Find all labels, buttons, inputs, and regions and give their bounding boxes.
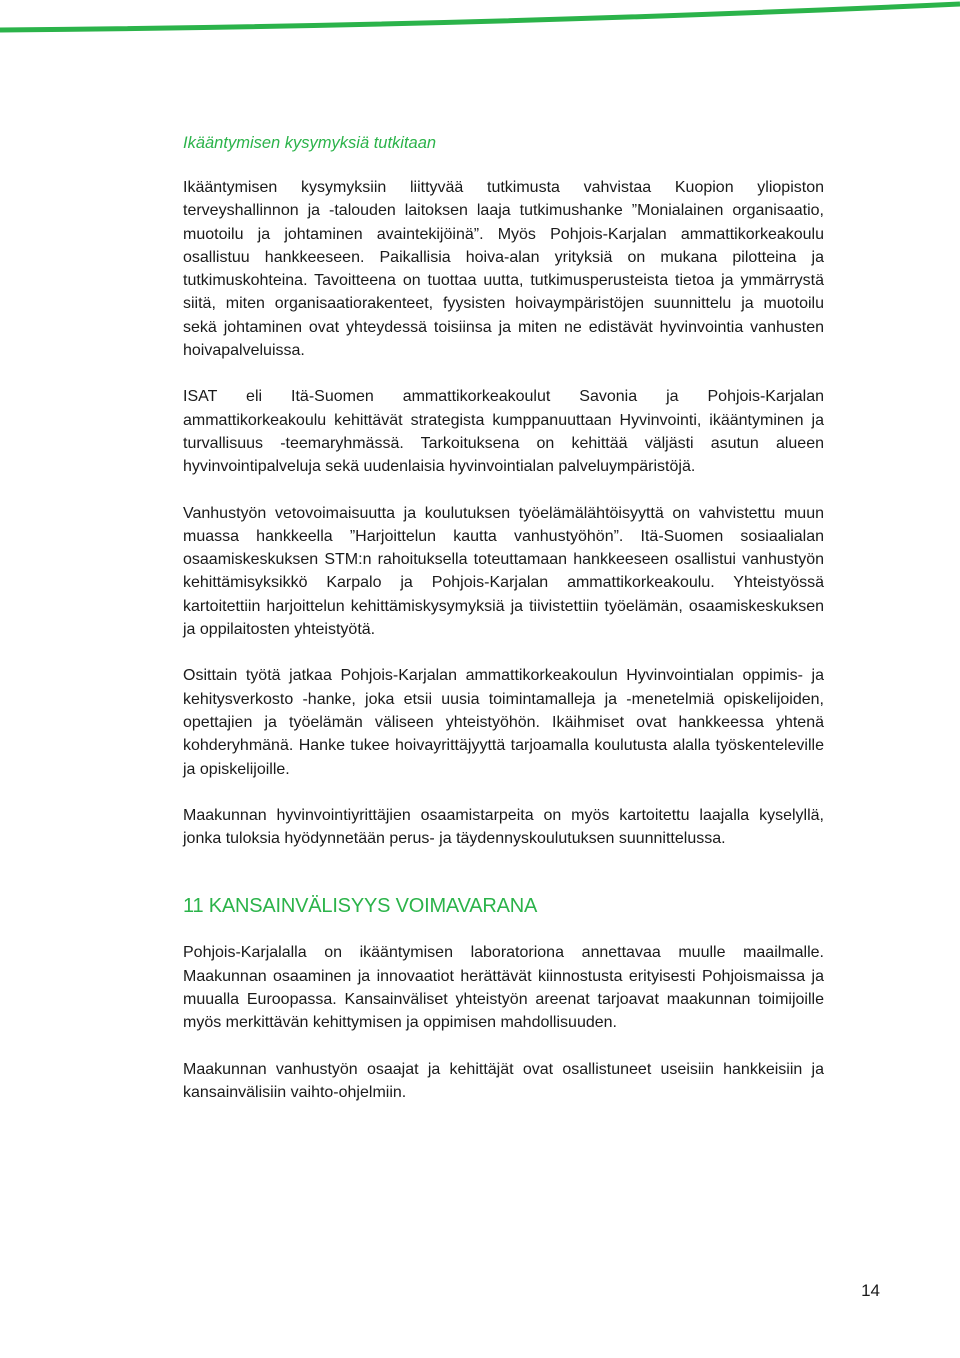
page-content: [183, 132, 824, 1127]
section-paragraph-2: ISAT eli Itä-Suomen ammattikorkeakoulut Savonia ja Pohjois-Karjalan ammattikorkeakoulu kehittävät strategista kumppanuuttaan Hyvinvointi, ikääntyminen ja turvallisuus -teemaryhmässä. Tarkoituksena on kehittää väljästi asutun alueen hyvinvointipalveluja sekä uudenlaisia hyvinvointialan palveluympäristöjä.: [183, 388, 824, 476]
section-paragraph-4: Osittain työtä jatkaa Pohjois-Karjalan ammattikorkeakoulun Hyvinvointialan oppimis- ja kehitysverkosto -hanke, joka etsii uusia toimintamalleja ja -menetelmiä opiskelijoiden, opettajien ja työelämän väliseen yhteistyöhön. Ikäihmiset ovat hankkeessa yhtenä kohderyhmänä. Hanke tukee hoivayrittäjyyttä tarjoamalla koulutusta alalla työskenteleville ja opiskelijoille.: [183, 667, 824, 778]
chapter-paragraph-1: Pohjois-Karjalalla on ikääntymisen laboratoriona annettavaa muulle maailmalle. Maakunnan osaaminen ja innovaatiot herättävät kiinnostusta erityisesti Pohjoismaissa ja muualla Euroopassa. Kansainväliset yhteistyön areenat tarjoavat maakunnan toimijoille myös merkittävän kehittymisen ja oppimisen mahdollisuuden.: [183, 944, 824, 1032]
section-paragraph-5: Maakunnan hyvinvointiyrittäjien osaamistarpeita on myös kartoitettu laajalla kyselyllä, jonka tuloksia hyödynnetään perus- ja täydennyskoulutuksen suunnittelussa.: [183, 806, 824, 848]
decorative-top-rule: [0, 0, 960, 34]
section-paragraph-1: Ikääntymisen kysymyksiin liittyvää tutkimusta vahvistaa Kuopion yliopiston terveyshallinnon ja -talouden laitoksen laaja tutkimushanke ”Monialainen organisaatio, muotoilu ja johtaminen avaintekijöinä”. Myös Pohjois-Karjalan ammattikorkeakoulu osallistuu hankkeeseen. Paikallisia hoiva-alan yrityksiä on mukana pilotteina ja tutkimuskohteina. Tavoitteena on tuottaa uutta, tutkimusperusteista tietoa ja ymmärrystä siitä, miten organisaatiorakenteet, fyysisten hoivaympäristöjen suunnittelu ja muotoilu sekä johtaminen ovat yhteydessä toisiinsa ja miten ne edistävät hyvinvointia vanhusten hoivapalveluissa.: [183, 179, 824, 360]
section-paragraph-3: Vanhustyön vetovoimaisuutta ja koulutuksen työelämälähtöisyyttä on vahvistettu muun muassa hankkeella ”Harjoittelun kautta vanhustyöhön”. Itä-Suomen sosiaalialan osaamiskeskuksen STM:n rahoituksella toteuttamaan hankkeeseen osallistui vanhustyön kehittämisyksikkö Karpalo ja Pohjois-Karjalan ammattikorkeakoulu. Yhteistyössä kartoitettiin harjoittelun kehittämiskysymyksiä ja tiivistettiin työelämän, osaamiskeskuksen ja oppilaitosten yhteistyötä.: [183, 504, 824, 639]
chapter-heading: 11 KANSAINVÄLISYYS VOIMAVARANA: [183, 895, 538, 918]
section-heading: Ikääntymisen kysymyksiä tutkitaan: [183, 134, 437, 152]
chapter-paragraph-2: Maakunnan vanhustyön osaajat ja kehittäjät ovat osallistuneet useisiin hankkeisiin ja kansainvälisiin vaihto-ohjelmiin.: [183, 1060, 824, 1101]
page-number: 14: [861, 1281, 880, 1300]
